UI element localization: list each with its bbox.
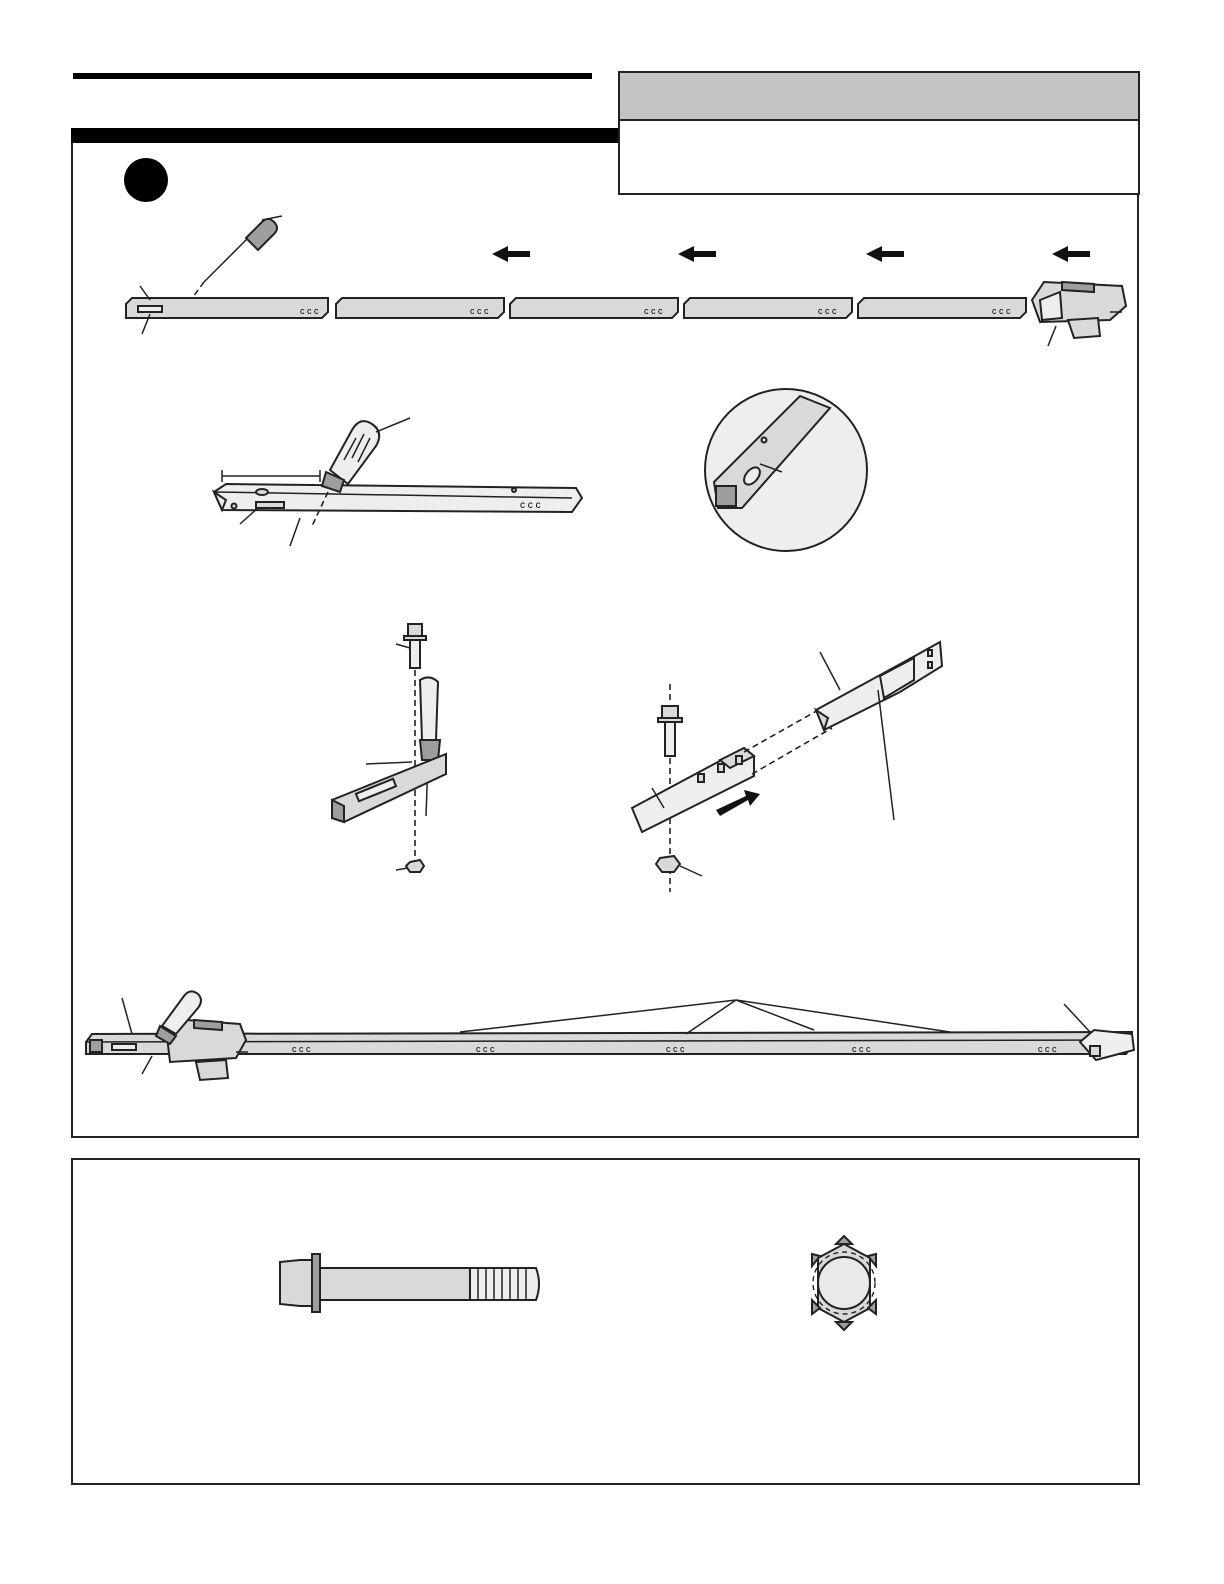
carriage-assembly: [1032, 282, 1126, 346]
svg-text:c c c: c c c: [818, 306, 837, 316]
svg-text:c c c: c c c: [644, 306, 663, 316]
bolt-icon: [280, 1254, 539, 1312]
svg-text:c c c: c c c: [992, 306, 1011, 316]
svg-text:c c c: c c c: [520, 500, 541, 511]
bolt-icon: [658, 706, 682, 756]
rail-slot: [138, 306, 162, 312]
arrow-left-icon: [492, 246, 530, 262]
svg-text:c c c: c c c: [666, 1044, 685, 1054]
lock-nut-icon: [396, 860, 424, 872]
arrow-left-icon: [1052, 246, 1090, 262]
svg-text:c c c: c c c: [1038, 1044, 1057, 1054]
svg-text:c c c: c c c: [292, 1044, 311, 1054]
svg-text:c c c: c c c: [470, 306, 489, 316]
bracket: [816, 642, 942, 820]
arrow-left-icon: [678, 246, 716, 262]
bolt-insertion-right: [632, 642, 942, 892]
lock-nut-icon: [812, 1236, 876, 1330]
rail-sections-row: [126, 216, 1126, 346]
screwdriver-icon: [420, 677, 440, 816]
screwdriver-icon: [290, 418, 410, 546]
assembled-rail: [86, 991, 1134, 1080]
svg-text:c c c: c c c: [852, 1044, 871, 1054]
lock-nut-icon: [656, 856, 702, 876]
bolt-icon: [396, 624, 426, 668]
svg-text:c c c: c c c: [476, 1044, 495, 1054]
zoom-detail: [705, 389, 867, 551]
arrow-left-icon: [866, 246, 904, 262]
rail-detail-row: [214, 389, 867, 551]
bolt-insertion-left: [332, 624, 446, 872]
svg-text:c c c: c c c: [300, 306, 319, 316]
hardware-parts: [280, 1236, 876, 1330]
arrow-right-icon: [716, 790, 760, 816]
